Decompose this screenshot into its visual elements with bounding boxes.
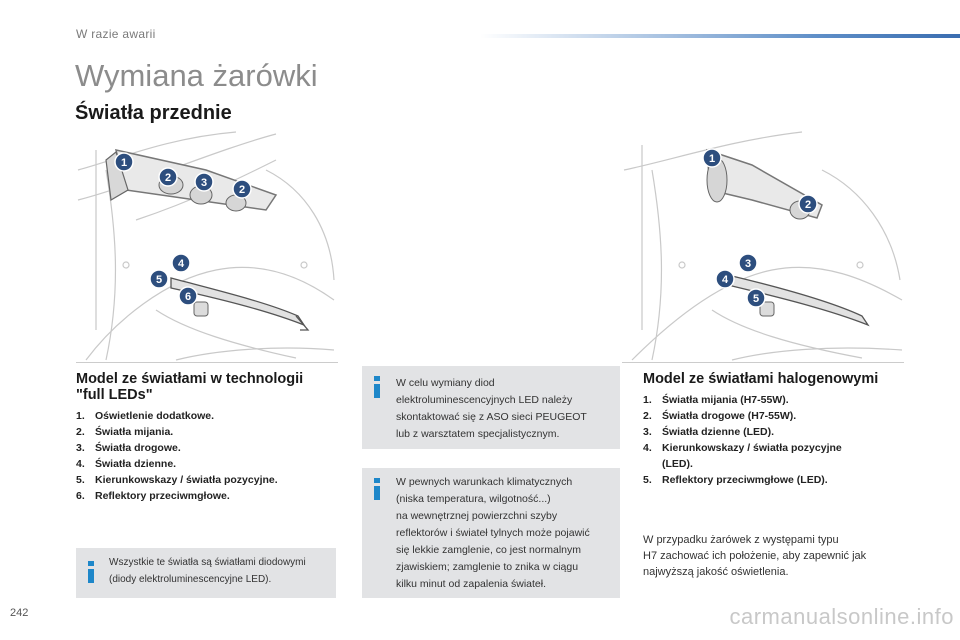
list-item: 2. Światła drogowe (H7-55W). <box>643 410 797 422</box>
figure-led-headlamp <box>76 130 338 363</box>
svg-text:4: 4 <box>177 258 185 270</box>
svg-text:5: 5 <box>155 274 163 286</box>
list-item: 6. Reflektory przeciwmgłowe. <box>76 490 230 502</box>
svg-text:3: 3 <box>744 258 752 270</box>
svg-text:2: 2 <box>804 199 812 211</box>
halogen-paragraph: W przypadku żarówek z występami typu H7 zachować ich położenie, aby zapewnić jak najwyższą jakość oświetlenia. <box>643 534 867 578</box>
header-rule <box>480 34 960 38</box>
list-item: 4. Kierunkowskazy / światła pozycyjne (LED). <box>643 442 842 470</box>
callout-h4 <box>716 270 734 288</box>
model-led-list <box>76 408 338 504</box>
note-led-service: W celu wymiany diod elektroluminescencyjnych LED należy skontaktować się z ASO sieci PEUGEOT lub z warsztatem specjalistycznym. <box>362 366 620 449</box>
list-item: 5. Reflektory przeciwmgłowe (LED). <box>643 474 828 486</box>
svg-text:6: 6 <box>184 291 192 303</box>
list-item: 4. Światła dzienne. <box>76 458 177 470</box>
section-subtitle: Światła przednie <box>75 102 232 124</box>
svg-text:2: 2 <box>238 184 246 196</box>
callout-3 <box>195 173 213 191</box>
svg-text:3: 3 <box>200 177 208 189</box>
model-halogen-heading: Model ze światłami halogenowymi <box>643 371 879 387</box>
callout-h2 <box>799 195 817 213</box>
svg-text:1: 1 <box>120 157 128 169</box>
info-icon <box>88 561 94 583</box>
callout-6 <box>179 287 197 305</box>
list-item: 5. Kierunkowskazy / światła pozycyjne. <box>76 474 278 486</box>
figure-halogen-headlamp <box>622 130 904 363</box>
list-item: 3. Światła drogowe. <box>76 442 181 454</box>
model-halogen-list <box>643 392 913 488</box>
list-item: 2. Światła mijania. <box>76 426 174 438</box>
model-led-heading <box>76 371 338 403</box>
callout-2 <box>159 168 177 186</box>
callout-h3 <box>739 254 757 272</box>
callout-4 <box>172 254 190 272</box>
svg-text:5: 5 <box>752 293 760 305</box>
callout-5 <box>150 270 168 288</box>
model-led-heading-line1: Model ze światłami w technologii <box>76 371 304 387</box>
list-item: 1. Światła mijania (H7-55W). <box>643 394 789 406</box>
callout-h1 <box>703 149 721 167</box>
info-icon <box>374 478 380 500</box>
note-condensation: W pewnych warunkach klimatycznych (niska temperatura, wilgotność...) na wewnętrznej powierzchni szyby reflektorów i świateł tylnych może pojawić się lekkie zamglenie, co jest normalnym zjawiskiem; zamglenie to znika w ciągu kilku minut od zapalenia świateł. <box>362 468 620 598</box>
note-led-diodes: Wszystkie te światła są światłami diodowymi (diody elektroluminescencyjne LED). <box>76 548 336 598</box>
info-icon <box>374 376 380 398</box>
page-number: 242 <box>10 607 29 619</box>
callout-1 <box>115 153 133 171</box>
svg-text:2: 2 <box>164 172 172 184</box>
list-item: 3. Światła dzienne (LED). <box>643 426 775 438</box>
list-item: 1. Oświetlenie dodatkowe. <box>76 410 215 422</box>
watermark: carmanualsonline.info <box>729 604 954 629</box>
section-label: W razie awarii <box>76 27 156 41</box>
page-title: Wymiana żarówki <box>75 58 318 93</box>
svg-text:4: 4 <box>721 274 729 286</box>
model-led-heading-line2: "full LEDs" <box>76 387 153 403</box>
callout-h5 <box>747 289 765 307</box>
callout-2b <box>233 180 251 198</box>
svg-text:1: 1 <box>708 153 716 165</box>
